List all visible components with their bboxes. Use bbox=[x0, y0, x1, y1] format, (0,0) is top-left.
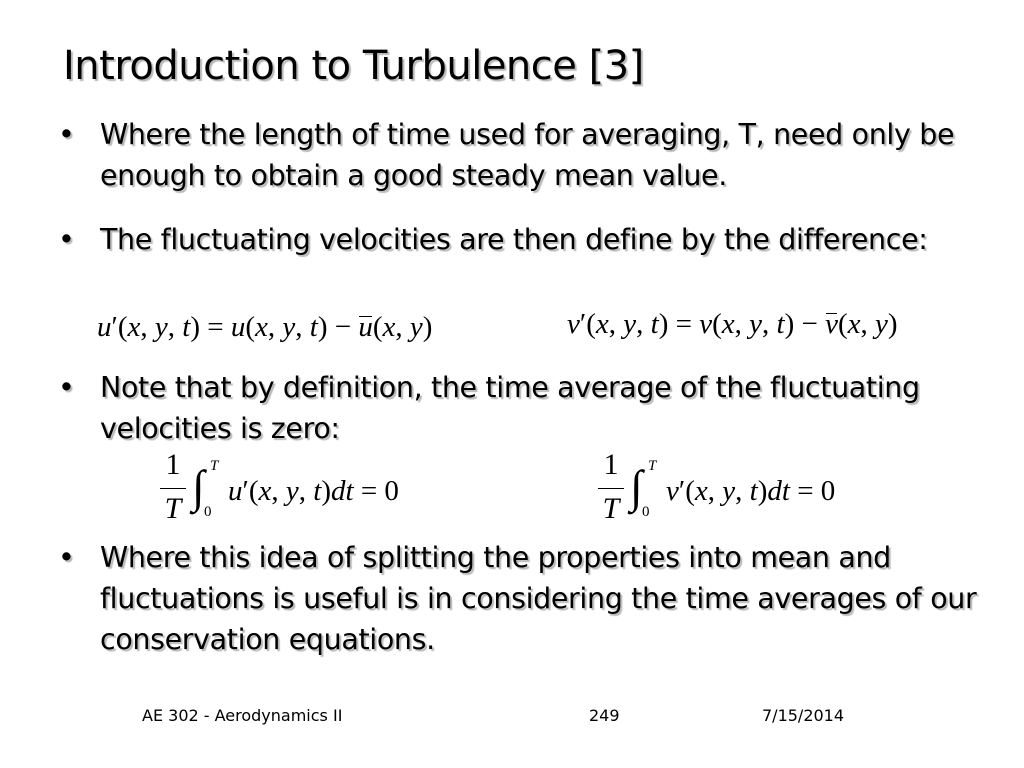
equation-v-time-average: 1 T ∫ T 0 v′(x, y, t)dt = 0 bbox=[596, 448, 896, 533]
bullet-symbol: • bbox=[58, 118, 75, 151]
bullet-time-average-zero bbox=[58, 367, 978, 449]
bullet-text: Where the length of time used for averaging, T, need only be enough to obtain a good steady mean value. bbox=[100, 118, 955, 192]
footer-date: 7/15/2014 bbox=[762, 706, 845, 725]
footer-page-number: 249 bbox=[589, 706, 620, 725]
bullet-symbol: • bbox=[58, 371, 75, 404]
bullet-symbol: • bbox=[58, 223, 75, 256]
bullet-text: The fluctuating velocities are then define by the difference: bbox=[100, 223, 928, 256]
bullet-text: Note that by definition, the time average of the fluctuating velocities is zero: bbox=[100, 371, 920, 445]
slide-title: Introduction to Turbulence [3] bbox=[63, 43, 644, 89]
bullet-conservation-equations bbox=[58, 537, 978, 660]
bullet-averaging-time bbox=[58, 114, 978, 196]
bullet-text: Where this idea of splitting the properties into mean and fluctuations is useful is in considering the time averages of our conservation equations. bbox=[100, 541, 977, 656]
bullet-symbol: • bbox=[58, 541, 75, 574]
footer-course: AE 302 - Aerodynamics II bbox=[142, 706, 343, 725]
equation-u-time-average: 1 T ∫ T 0 u′(x, y, t)dt = 0 bbox=[158, 448, 458, 533]
integral-sign: ∫ bbox=[630, 461, 643, 512]
equation-v-fluctuation: v′(x, y, t) = v(x, y, t) − v(x, y) bbox=[567, 308, 898, 340]
equation-u-fluctuation: u′(x, y, t) = u(x, y, t) − u(x, y) bbox=[97, 311, 433, 343]
integral-sign: ∫ bbox=[192, 461, 205, 512]
bullet-fluctuating-velocities bbox=[58, 219, 978, 260]
